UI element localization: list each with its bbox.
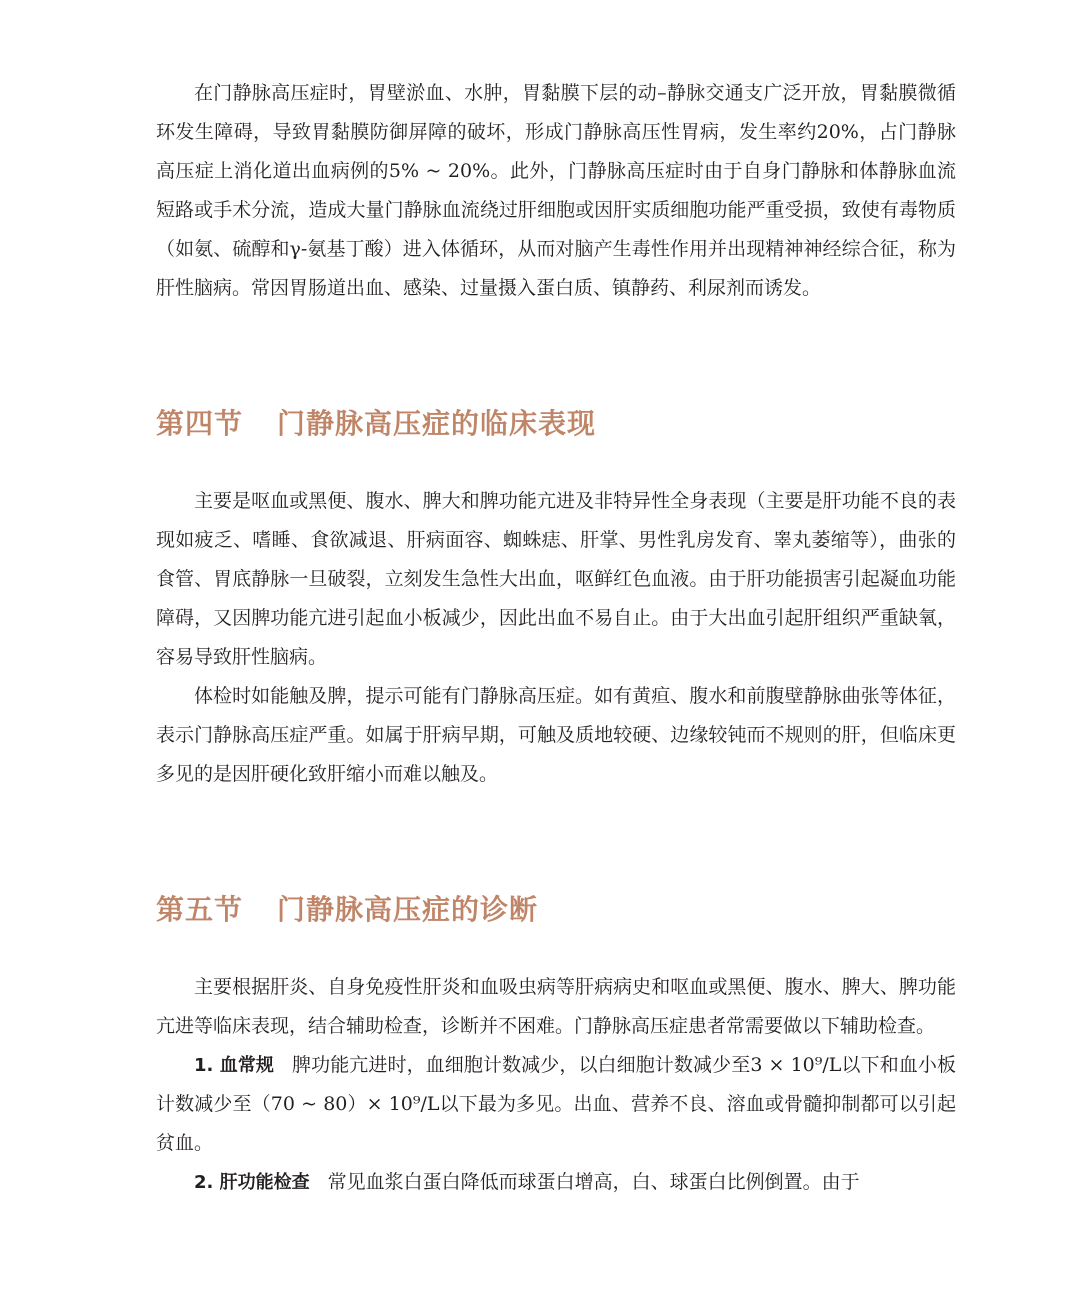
section-4-paragraph-2: 体检时如能触及脾，提示可能有门静脉高压症。如有黄疸、腹水和前腹壁静脉曲张等体征，表示门静脉高压症严重。如属于肝病早期，可触及质地较硬、边缘较钝而不规则的肝，但临床更多见的是因肝硬化致肝缩小而难以触及。 <box>156 685 956 785</box>
section-4-number: 第四节 <box>156 407 244 440</box>
section-5-title: 门静脉高压症的诊断 <box>277 893 539 926</box>
section-5-number: 第五节 <box>156 893 244 926</box>
list-item-liver-function <box>156 1163 956 1202</box>
intro-paragraph: 在门静脉高压症时，胃壁淤血、水肿，胃黏膜下层的动–静脉交通支广泛开放，胃黏膜微循环发生障碍，导致胃黏膜防御屏障的破坏，形成门静脉高压性胃病，发生率约20%，占门静脉高压症上消化道出血病例的5% ~ 20%。此外，门静脉高压症时由于自身门静脉和体静脉血流短路或手术分流，造成大量门静脉血流绕过肝细胞或因肝实质细胞功能严重受损，致使有毒物质（如氨、硫醇和γ-氨基丁酸）进入体循环，从而对脑产生毒性作用并出现精神神经综合征，称为肝性脑病。常因胃肠道出血、感染、过量摄入蛋白质、镇静药、利尿剂而诱发。 <box>156 82 956 299</box>
list-item-text: 常见血浆白蛋白降低而球蛋白增高，白、球蛋白比例倒置。由于 <box>327 1171 860 1193</box>
list-item-title: 2. 肝功能检查 <box>194 1172 310 1193</box>
section-5-heading <box>156 890 956 930</box>
section-4-paragraph-1: 主要是呕血或黑便、腹水、脾大和脾功能亢进及非特异性全身表现（主要是肝功能不良的表现如疲乏、嗜睡、食欲减退、肝病面容、蜘蛛痣、肝掌、男性乳房发育、睾丸萎缩等），曲张的食管、胃底静脉一旦破裂，立刻发生急性大出血，呕鲜红色血液。由于肝功能损害引起凝血功能障碍，又因脾功能亢进引起血小板减少，因此出血不易自止。由于大出血引起肝组织严重缺氧，容易导致肝性脑病。 <box>156 490 956 668</box>
section-4-title: 门静脉高压症的临床表现 <box>277 407 597 440</box>
list-item-blood-routine <box>156 1046 956 1163</box>
list-item-text: 脾功能亢进时，血细胞计数减少，以白细胞计数减少至3 × 10⁹/L以下和血小板计数减少至（70 ~ 80）× 10⁹/L以下最为多见。出血、营养不良、溶血或骨髓抑制都可以引起贫血。 <box>156 1054 956 1154</box>
section-5-paragraph-1: 主要根据肝炎、自身免疫性肝炎和血吸虫病等肝病病史和呕血或黑便、腹水、脾大、脾功能亢进等临床表现，结合辅助检查，诊断并不困难。门静脉高压症患者常需要做以下辅助检查。 <box>156 976 956 1037</box>
list-item-title: 1. 血常规 <box>194 1055 275 1076</box>
section-4-heading <box>156 404 956 444</box>
page-content <box>156 74 956 1202</box>
